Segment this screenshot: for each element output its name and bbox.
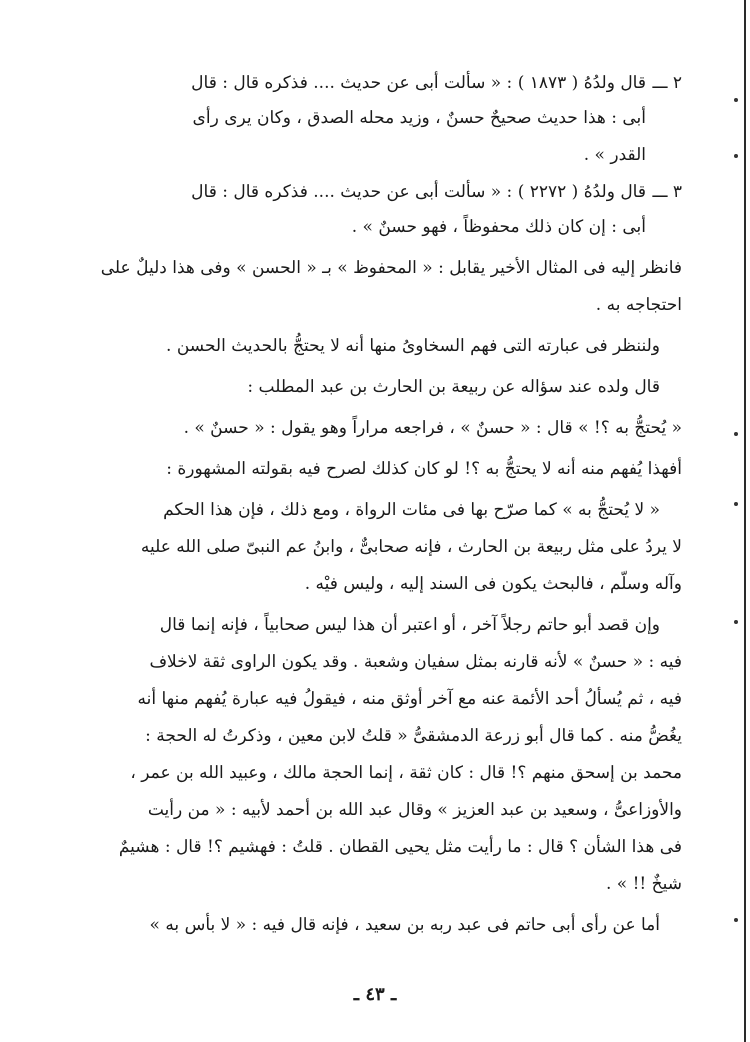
text-line: فيه : « حسنٌ » لأنه قارنه بمثل سفيان وشعبة . وقد يكون الراوى ثقة لاخلاف	[149, 652, 682, 672]
page-number: ـ ٤٣ ـ	[353, 984, 397, 1005]
text-line: القدر » .	[583, 145, 646, 165]
text-line: « يُحتجُّ به ؟! » قال : « حسنٌ » ، فراجعه مراراً وهو يقول : « حسنٌ » .	[183, 418, 682, 438]
margin-dot	[734, 154, 738, 158]
text-line: فيه ، ثم يُسألُ أحد الأئمة عنه مع آخر أوثق منه ، فيقولُ فيه عبارة يُفهم منها أنه	[137, 689, 682, 709]
text-line: أفهذا يُفهم منه أنه لا يحتجُّ به ؟! لو كان كذلك لصرح فيه بقولته المشهورة :	[166, 459, 682, 479]
text-line: أما عن رأى أبى حاتم فى عبد ربه بن سعيد ، فإنه قال فيه : « لا بأس به »	[149, 915, 660, 935]
page-body-text	[100, 66, 682, 945]
item-number: ٣ ـــ	[652, 182, 682, 202]
text-line: يغُضُّ منه . كما قال أبو زرعة الدمشقىُّ « قلتُ لابن معين ، وذكرتُ له الحجة :	[145, 726, 682, 746]
text-line: محمد بن إسحق منهم ؟! قال : كان ثقة ، إنما الحجة مالك ، وعبيد الله بن عمر ،	[130, 763, 682, 783]
page-edge-border	[744, 0, 746, 1042]
text-line: « لا يُحتجُّ به » كما صرّح بها فى مئات الرواة ، ومع ذلك ، فإن هذا الحكم	[163, 500, 660, 520]
text-line: والأوزاعىُّ ، وسعيد بن عبد العزيز » وقال عبد الله بن أحمد لأبيه : « من رأيت	[147, 800, 682, 820]
text-line: وإن قصد أبو حاتم رجلاً آخر ، أو اعتبر أن هذا ليس صحابياً ، فإنه إنما قال	[159, 615, 660, 635]
margin-dot	[734, 620, 738, 624]
text-line: فانظر إليه فى المثال الأخير يقابل : « المحفوظ » بـ « الحسن » وفى هذا دليلٌ على	[100, 258, 682, 278]
item-number: ٢ ـــ	[652, 73, 682, 93]
text-line: وآله وسلّم ، فالبحث يكون فى السند إليه ، وليس فيْه .	[304, 574, 682, 594]
numbered-item-3	[100, 175, 682, 210]
text-line: لا يردُ على مثل ربيعة بن الحارث ، فإنه صحابىٌّ ، وابنُ عم النبىّ صلى الله عليه	[140, 537, 682, 557]
margin-dot	[734, 432, 738, 436]
text-line: شيخٌ !! » .	[605, 874, 682, 894]
text-line: أبى : إن كان ذلك محفوظاً ، فهو حسنٌ » .	[351, 217, 646, 237]
text-line: قال ولده عند سؤاله عن ربيعة بن الحارث بن عبد المطلب :	[247, 377, 660, 397]
text-line: قال ولدُهُ ( ١٨٧٣ ) : « سألت أبى عن حديث .... فذكره قال : قال	[191, 73, 646, 93]
margin-dot	[734, 918, 738, 922]
text-line: أبى : هذا حديث صحيحٌ حسنٌ ، وزيد محله الصدق ، وكان يرى رأى	[192, 108, 646, 128]
text-line: فى هذا الشأن ؟ قال : ما رأيت مثل يحيى القطان . قلتُ : فهشيم ؟! قال : هشيمٌ	[118, 837, 682, 857]
text-line: ولننظر فى عبارته التى فهم السخاوىُ منها أنه لا يحتجُّ بالحديث الحسن .	[166, 336, 660, 356]
text-line: قال ولدُهُ ( ٢٢٧٢ ) : « سألت أبى عن حديث .... فذكره قال : قال	[191, 182, 646, 202]
margin-dot	[734, 502, 738, 506]
margin-dot	[734, 98, 738, 102]
text-line: احتجاجه به .	[595, 295, 682, 315]
numbered-item-2	[100, 66, 682, 101]
